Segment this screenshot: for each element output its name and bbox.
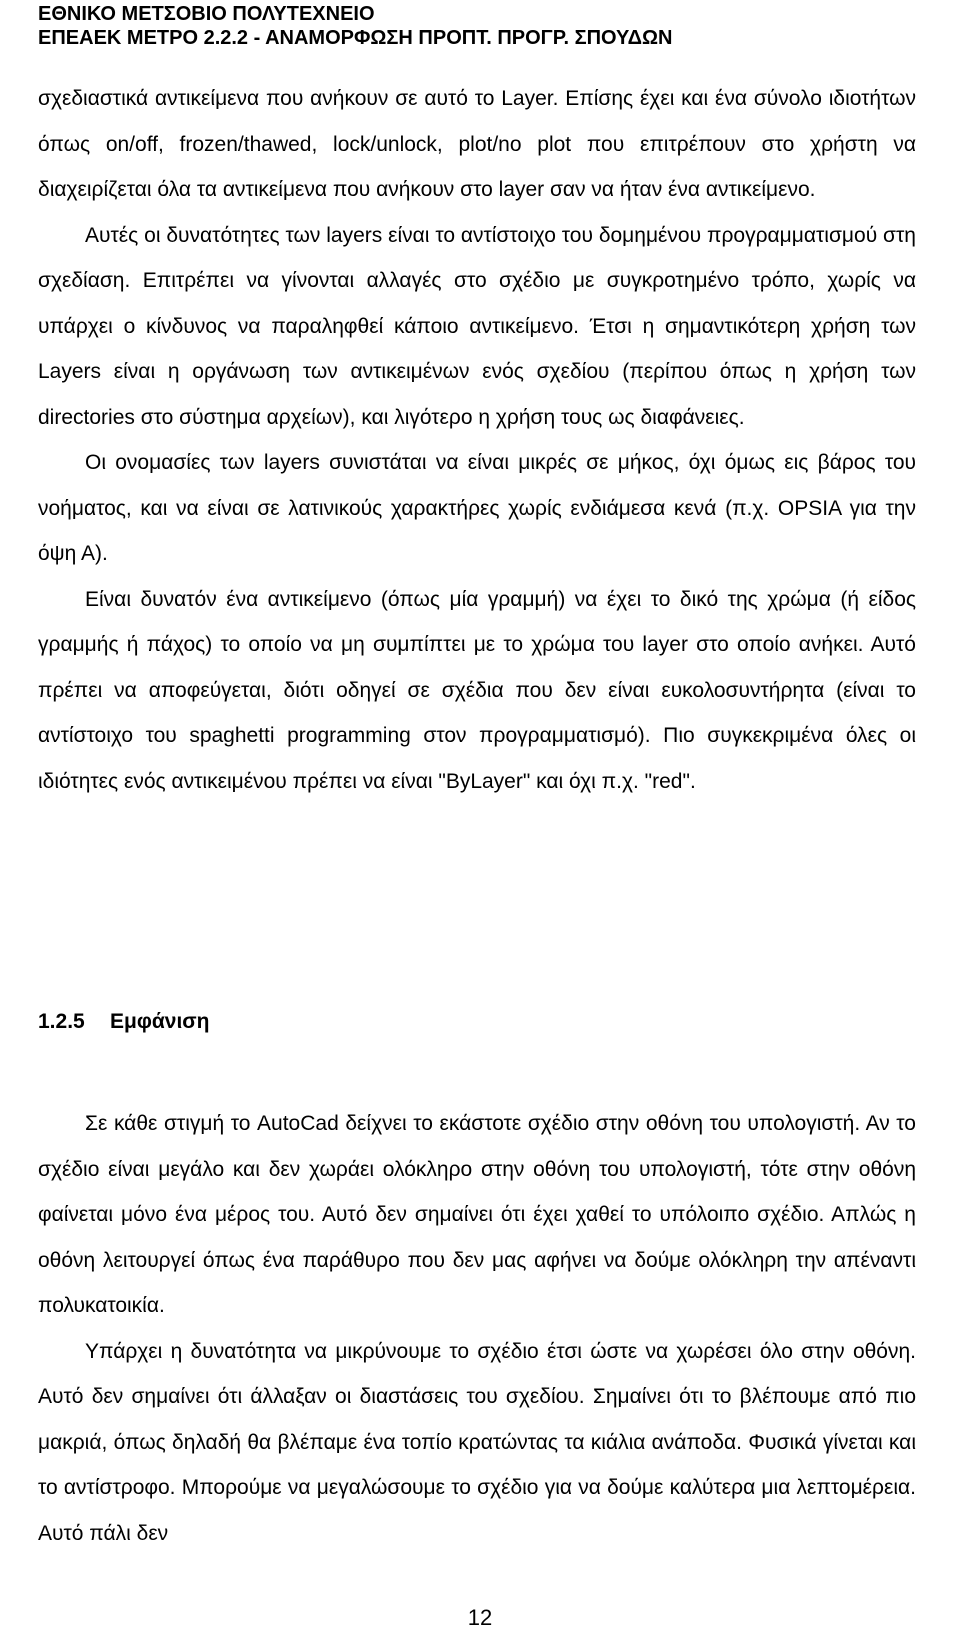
section-number: 1.2.5 <box>38 1010 85 1033</box>
paragraph: Αυτές οι δυνατότητες των layers είναι το αντίστοιχο του δομημένου προγραμματισμού στη σχεδίαση. Επιτρέπει να γίνονται αλλαγές στο σχέδιο με συγκροτημένο τρόπο, χωρίς να υπάρχει ο κίνδυνος να παραληφθεί κάποιο αντικείμενο. Έτσι η σημαντικότερη χρήση των Layers είναι η οργάνωση των αντικειμένων ενός σχεδίου (περίπου όπως η χρήση των directories στο σύστημα αρχείων), και λιγότερο η χρήση τους ως διαφάνειες. <box>38 223 916 429</box>
header-program: ΕΠΕΑΕΚ ΜΕΤΡΟ 2.2.2 - ΑΝΑΜΟΡΦΩΣΗ ΠΡΟΠΤ. ΠΡΟΓΡ. ΣΠΟΥΔΩΝ <box>38 27 673 49</box>
header-institution: ΕΘΝΙΚΟ ΜΕΤΣΟΒΙΟ ΠΟΛΥΤΕΧΝΕΙΟ <box>38 3 375 25</box>
paragraph: Οι ονομασίες των layers συνιστάται να είναι μικρές σε μήκος, όχι όμως εις βάρος του νοήματος, και να είναι σε λατινικούς χαρακτήρες χωρίς ενδιάμεσα κενά (π.χ. OPSIA για την όψη Α). <box>38 451 916 565</box>
paragraph-continued: σχεδιαστικά αντικείμενα που ανήκουν σε αυτό το Layer. Επίσης έχει και ένα σύνολο ιδιοτήτων όπως on/off, frozen/thawed, lock/unlock, plot/no plot που επιτρέπουν στο χρήστη να διαχειρίζεται όλα τα αντικείμενα που ανήκουν στο layer σαν να ήταν ένα αντικείμενο. <box>38 87 916 201</box>
paragraph: Υπάρχει η δυνατότητα να μικρύνουμε το σχέδιο έτσι ώστε να χωρέσει όλο στην οθόνη. Αυτό δεν σημαίνει ότι άλλαξαν οι διαστάσεις του σχεδίου. Σημαίνει ότι το βλέπουμε από πιο μακριά, όπως δηλαδή θα βλέπαμε ένα τοπίο κρατώντας τα κιάλια ανάποδα. Φυσικά γίνεται και το αντίστροφο. Μπορούμε να μεγαλώσουμε το σχέδιο για να δούμε καλύτερα μια λεπτομέρεια. Αυτό πάλι δεν <box>38 1339 916 1545</box>
section-body-text <box>38 1101 916 1556</box>
paragraph: Σε κάθε στιγμή το AutoCad δείχνει το εκάστοτε σχέδιο στην οθόνη του υπολογιστή. Αν το σχέδιο είναι μεγάλο και δεν χωράει ολόκληρο στην οθόνη του υπολογιστή, τότε στην οθόνη φαίνεται μόνο ένα μέρος του. Αυτό δεν σημαίνει ότι έχει χαθεί το υπόλοιπο σχέδιο. Απλώς η οθόνη λειτουργεί όπως ένα παράθυρο που δεν μας αφήνει να δούμε ολόκληρη την απέναντι πολυκατοικία. <box>38 1112 916 1317</box>
page-header <box>38 2 672 50</box>
page-number: 12 <box>467 1605 493 1630</box>
paragraph: Είναι δυνατόν ένα αντικείμενο (όπως μία γραμμή) να έχει το δικό της χρώμα (ή είδος γραμμής ή πάχος) το οποίο να μη συμπίπτει με το χρώμα του layer στο οποίο ανήκει. Αυτό πρέπει να αποφεύγεται, διότι οδηγεί σε σχέδια που δεν είναι ευκολοσυντήρητα (είναι το αντίστοιχο του spaghetti programming στον προγραμματισμό). Πιο συγκεκριμένα όλες οι ιδιότητες ενός αντικειμένου πρέπει να είναι "ByLayer" και όχι π.χ. "red". <box>38 587 916 793</box>
section-title: Εμφάνιση <box>110 1010 210 1033</box>
section-heading <box>38 1007 210 1037</box>
body-text <box>38 76 916 804</box>
